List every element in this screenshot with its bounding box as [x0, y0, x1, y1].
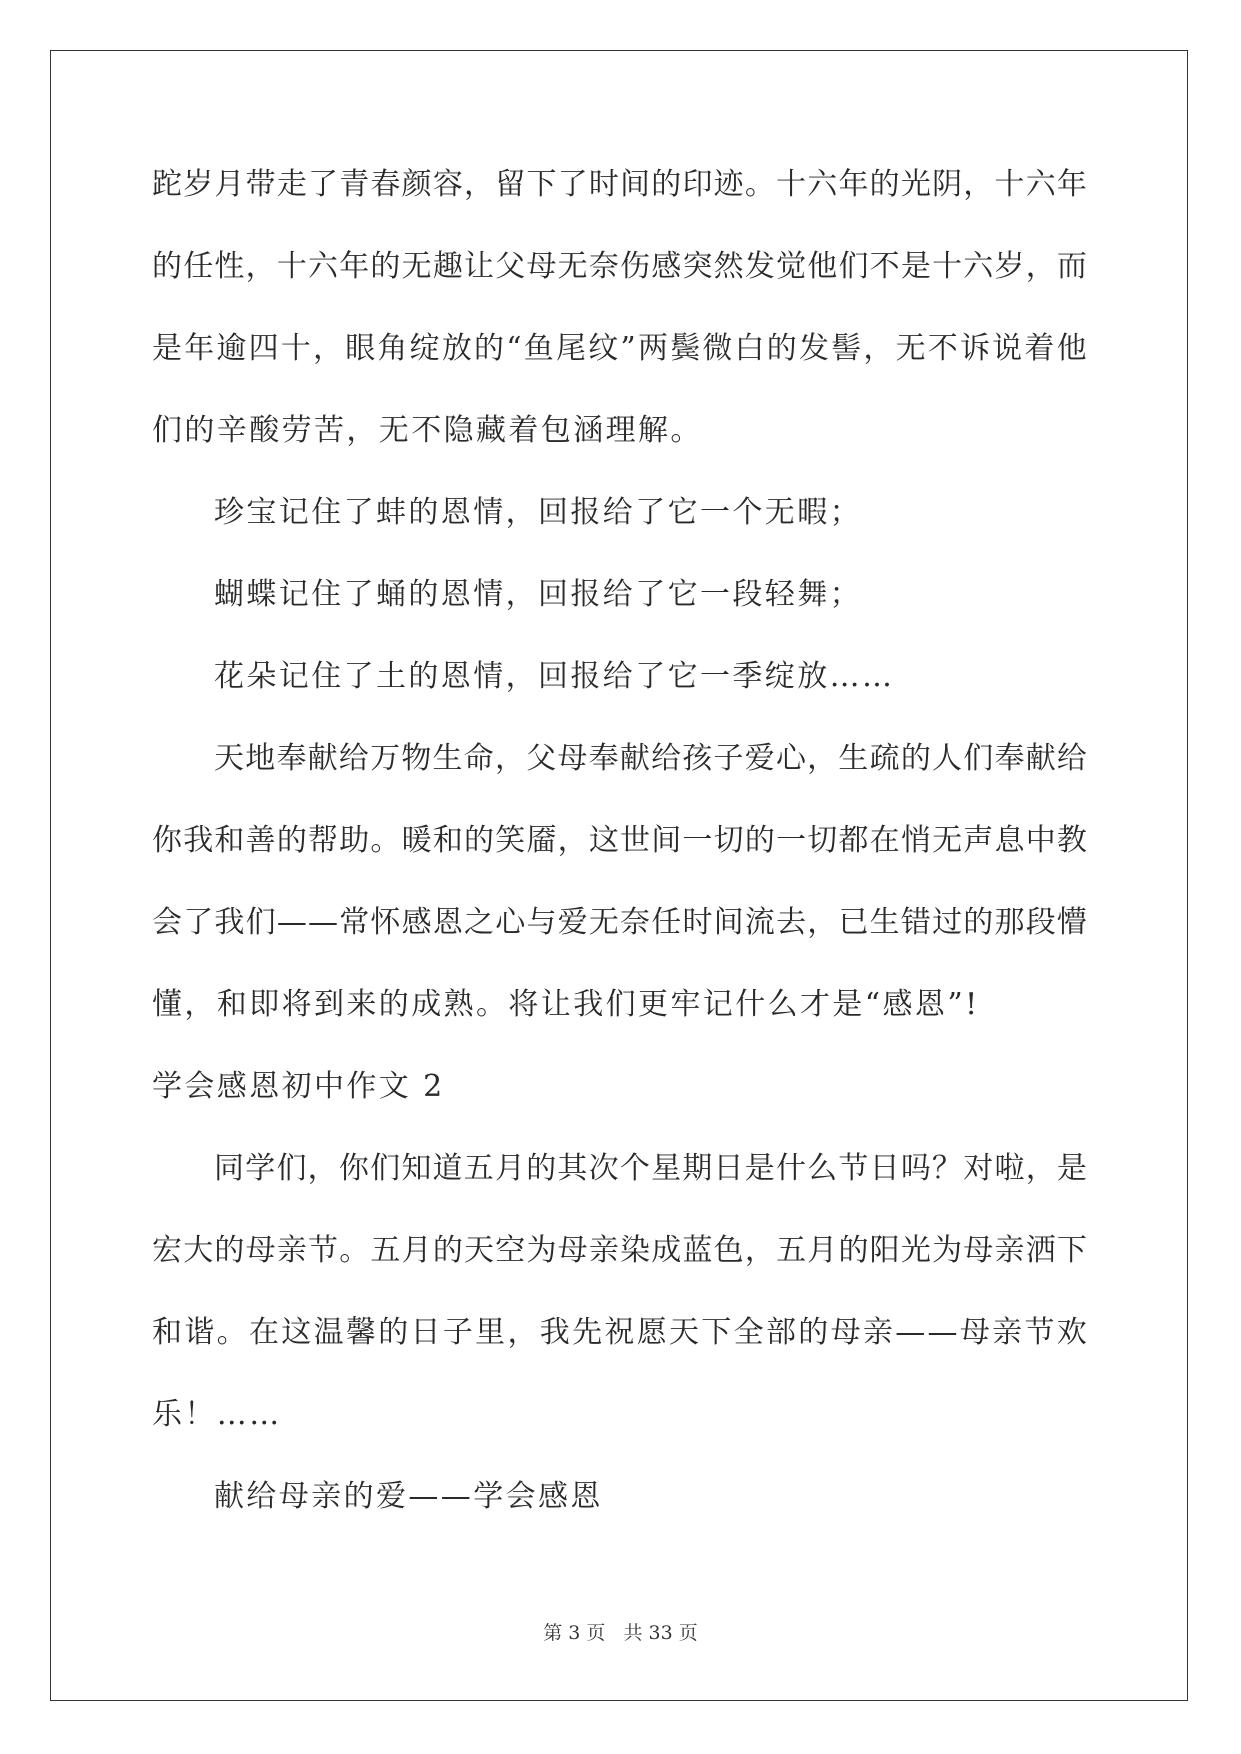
text-line: 珍宝记住了蚌的恩情，回报给了它一个无暇；	[214, 495, 862, 530]
document-body	[152, 160, 1087, 1554]
text-line: 和 谐 。 在 这 温 馨 的 日 子 里 ， 我 先 祝 愿 天 下 全 部 的 母 亲 — — 母 亲 节 欢	[152, 1315, 1087, 1350]
page-number: 第 3 页	[543, 1622, 606, 1644]
text-line: 同 学 们 ， 你 们 知 道 五 月 的 其 次 个 星 期 日 是 什 么 节 日 吗 ？ 对 啦 ， 是	[214, 1151, 1087, 1186]
page-footer	[0, 1618, 1241, 1645]
text-line: 会 了 我 们 — — 常 怀 感 恩 之 心 与 爱 无 奈 任 时 间 流 去 ， 已 生 错 过 的 那 段 懵	[152, 905, 1087, 940]
text-line: 蝴蝶记住了蛹的恩情，回报给了它一段轻舞；	[214, 577, 862, 612]
page-total: 共 33 页	[623, 1622, 698, 1644]
text-line: 乐！……	[152, 1397, 282, 1432]
text-line: 懂，和即将到来的成熟。将让我们更牢记什么才是“感恩”!	[152, 987, 980, 1022]
text-line: 跎 岁 月 带 走 了 青 春 颜 容 ， 留 下 了 时 间 的 印 迹 。 十 六 年 的 光 阴 ， 十 六 年	[152, 167, 1087, 202]
text-line: 献给母亲的爱——学会感恩	[214, 1479, 603, 1514]
text-line: 你 我 和 善 的 帮 助 。 暖 和 的 笑 靥 ， 这 世 间 一 切 的 一 切 都 在 悄 无 声 息 中 教	[152, 823, 1087, 858]
section-heading: 学会感恩初中作文 2	[152, 1069, 445, 1104]
text-line: 天 地 奉 献 给 万 物 生 命 ， 父 母 奉 献 给 孩 子 爱 心 ， 生 疏 的 人 们 奉 献 给	[214, 741, 1087, 776]
text-line: 们的辛酸劳苦，无不隐藏着包涵理解。	[152, 413, 703, 448]
text-line: 是 年 逾 四 十 ， 眼 角 绽 放 的 “ 鱼 尾 纹 ” 两 鬓 微 白 的 发 髻 ， 无 不 诉 说 着 他	[152, 331, 1087, 366]
text-line: 宏 大 的 母 亲 节 。 五 月 的 天 空 为 母 亲 染 成 蓝 色 ， 五 月 的 阳 光 为 母 亲 洒 下	[152, 1233, 1087, 1268]
text-line: 花朵记住了土的恩情，回报给了它一季绽放……	[214, 659, 895, 694]
text-line: 的 任 性 ， 十 六 年 的 无 趣 让 父 母 无 奈 伤 感 突 然 发 觉 他 们 不 是 十 六 岁 ， 而	[152, 249, 1087, 284]
